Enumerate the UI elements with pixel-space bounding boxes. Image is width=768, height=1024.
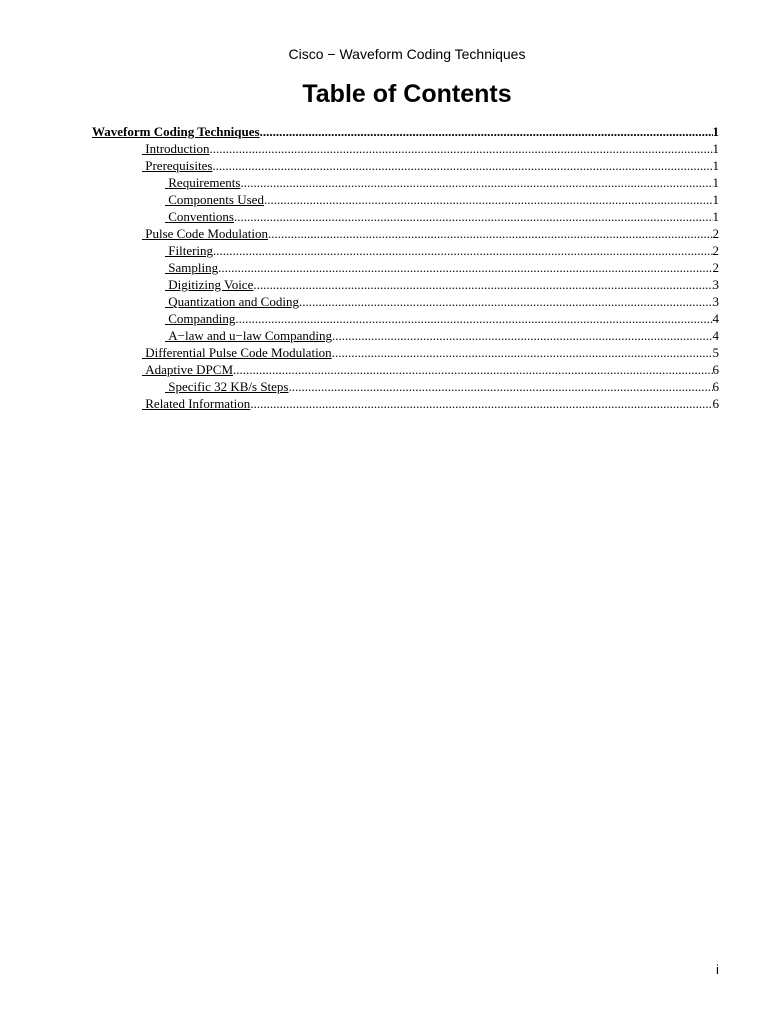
- dot-leader: [210, 140, 713, 157]
- dot-leader: [213, 242, 712, 259]
- toc-page-number: 6: [712, 362, 719, 377]
- toc-page-number: 1: [712, 141, 719, 156]
- toc-entry[interactable]: [92, 395, 719, 412]
- toc-page-number: 6: [712, 396, 719, 411]
- toc-entry-link[interactable]: Differential Pulse Code Modulation: [145, 345, 332, 360]
- dot-leader: [332, 327, 712, 344]
- toc-entry[interactable]: [92, 276, 719, 293]
- toc-page-number: 5: [712, 345, 719, 360]
- toc-entry-link[interactable]: Components Used: [168, 192, 264, 207]
- dot-leader: [253, 276, 712, 293]
- toc-page-number: 1: [712, 175, 719, 190]
- toc-page-number: 1: [712, 158, 719, 173]
- toc-page-number: 3: [712, 294, 719, 309]
- toc-entry[interactable]: [92, 327, 719, 344]
- toc-entry[interactable]: [92, 191, 719, 208]
- toc-entry-link[interactable]: Specific 32 KB/s Steps: [168, 379, 289, 394]
- toc-entry-link[interactable]: Adaptive DPCM: [145, 362, 233, 377]
- dot-leader: [218, 259, 712, 276]
- toc-page-number: 4: [712, 311, 719, 326]
- toc-entry[interactable]: [92, 157, 719, 174]
- toc-page-number: 2: [712, 260, 719, 275]
- toc-entry[interactable]: [92, 361, 719, 378]
- toc-entry-link[interactable]: Companding: [168, 311, 236, 326]
- dot-leader: [299, 293, 713, 310]
- toc-entry-link[interactable]: Pulse Code Modulation: [145, 226, 269, 241]
- toc-entry-link[interactable]: Requirements: [168, 175, 241, 190]
- dot-leader: [268, 225, 712, 242]
- toc-entry-link[interactable]: Related Information: [145, 396, 251, 411]
- toc-entry[interactable]: [92, 242, 719, 259]
- toc-entry-link[interactable]: Prerequisites: [145, 158, 213, 173]
- dot-leader: [240, 174, 712, 191]
- toc-entry[interactable]: [92, 259, 719, 276]
- toc-entry[interactable]: [92, 174, 719, 191]
- page-number: i: [716, 962, 719, 977]
- toc-entry-link[interactable]: Sampling: [168, 260, 219, 275]
- toc-entry-link[interactable]: Waveform Coding Techniques: [92, 124, 260, 139]
- page-title: Table of Contents: [302, 80, 512, 108]
- toc-entry-link[interactable]: Introduction: [145, 141, 210, 156]
- toc-entry[interactable]: [92, 310, 719, 327]
- dot-leader: [234, 208, 713, 225]
- toc-page-number: 2: [712, 243, 719, 258]
- toc-page-number: 4: [712, 328, 719, 343]
- table-of-contents: [92, 123, 719, 412]
- toc-entry-link[interactable]: Digitizing Voice: [168, 277, 254, 292]
- toc-page-number: 1: [712, 192, 719, 207]
- dot-leader: [235, 310, 712, 327]
- toc-page-number: 2: [712, 226, 719, 241]
- toc-entry-link[interactable]: A−law and u−law Companding: [168, 328, 333, 343]
- toc-entry[interactable]: [92, 140, 719, 157]
- running-header: Cisco − Waveform Coding Techniques: [288, 46, 526, 62]
- toc-entry[interactable]: [92, 293, 719, 310]
- dot-leader: [233, 361, 713, 378]
- dot-leader: [289, 378, 713, 395]
- toc-entry[interactable]: [92, 378, 719, 395]
- toc-entry[interactable]: [92, 344, 719, 361]
- toc-entry-link[interactable]: Conventions: [168, 209, 234, 224]
- toc-page-number: 6: [712, 379, 719, 394]
- toc-entry[interactable]: [92, 123, 719, 140]
- toc-entry-link[interactable]: Filtering: [168, 243, 214, 258]
- toc-page-number: 1: [712, 124, 719, 139]
- toc-entry[interactable]: [92, 225, 719, 242]
- toc-entry-link[interactable]: Quantization and Coding: [168, 294, 299, 309]
- dot-leader: [260, 123, 713, 140]
- dot-leader: [250, 395, 712, 412]
- dot-leader: [212, 157, 712, 174]
- toc-page-number: 1: [712, 209, 719, 224]
- toc-entry[interactable]: [92, 208, 719, 225]
- dot-leader: [332, 344, 713, 361]
- toc-page-number: 3: [712, 277, 719, 292]
- dot-leader: [264, 191, 713, 208]
